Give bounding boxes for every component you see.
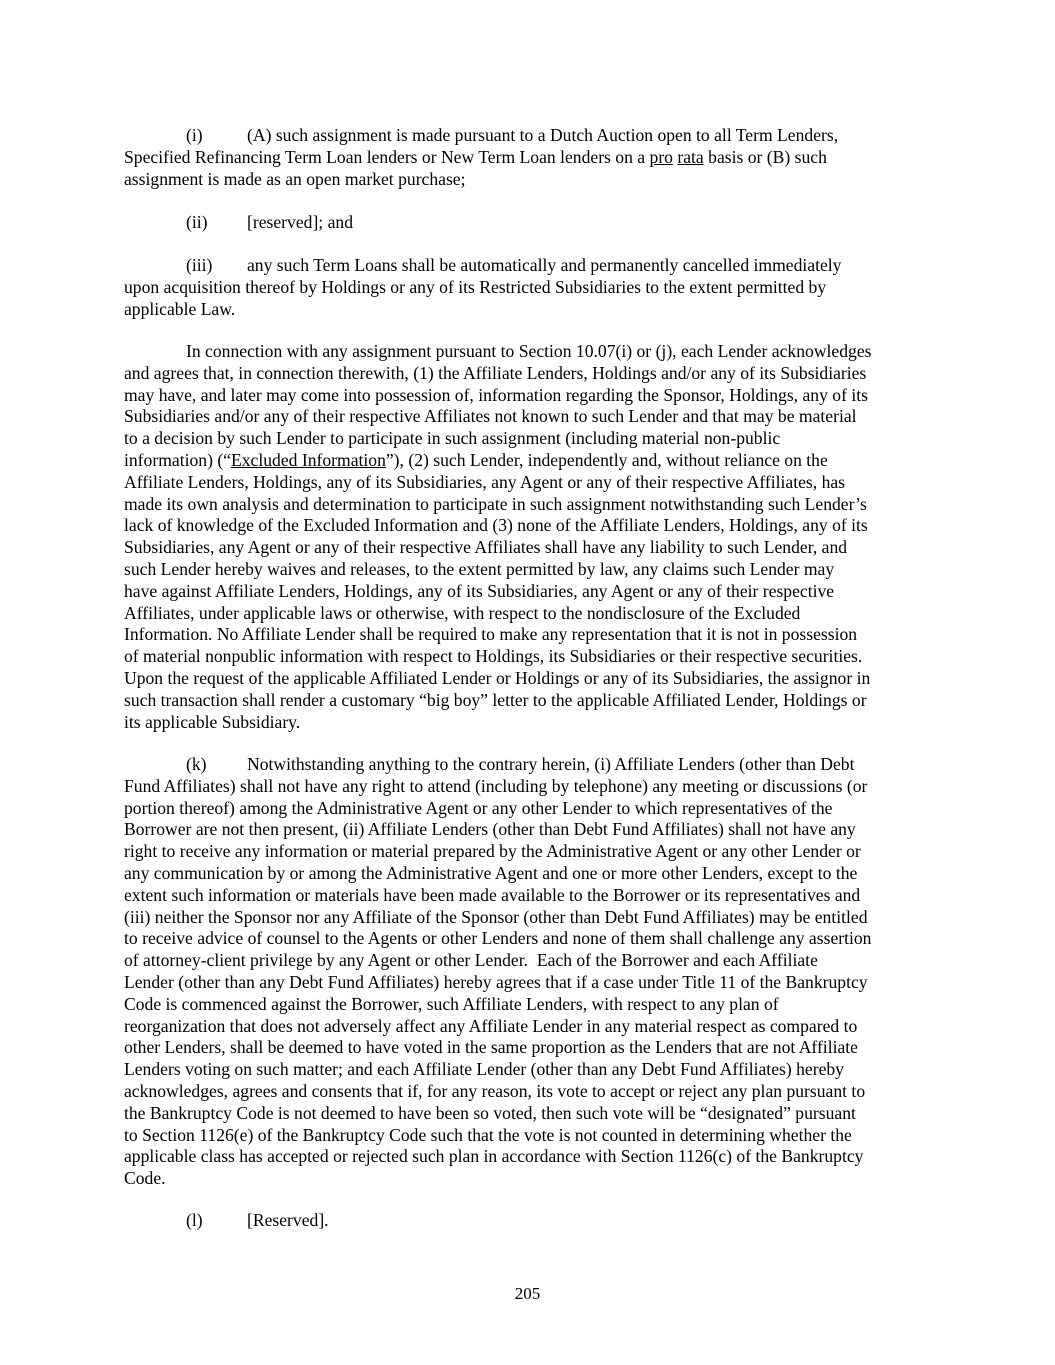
- clause-iii-number: (iii): [186, 255, 213, 275]
- connection-line-8: made its own analysis and determination to participate in such assignment notwithstanding such Lender’s: [124, 493, 867, 514]
- clause-k-line-6: any communication by or among the Administrative Agent and one or more other Lenders, except to the: [124, 862, 858, 883]
- connection-line-18: its applicable Subsidiary.: [124, 711, 301, 732]
- clause-k-line-15: Lenders voting on such matter; and each Affiliate Lender (other than any Debt Fund Affiliates) hereby: [124, 1059, 844, 1080]
- connection-text-6a: information) (“: [124, 449, 231, 470]
- clause-k-line-17: the Bankruptcy Code is not deemed to have been so voted, then such vote will be “designated” pursuant: [124, 1102, 856, 1123]
- clause-l: [124, 1210, 936, 1232]
- clause-i-line-2: [124, 147, 936, 169]
- connection-line-12: have against Affiliate Lenders, Holdings, any of its Subsidiaries, any Agent or any of their respective: [124, 580, 835, 601]
- clause-l-number: (l): [186, 1210, 203, 1230]
- clause-ii-number: (ii): [186, 212, 208, 232]
- connection-line-13: Affiliates, under applicable laws or otherwise, with respect to the nondisclosure of the Excluded: [124, 602, 801, 623]
- connection-line-4: Subsidiaries and/or any of their respective Affiliates not known to such Lender and that may be material: [124, 406, 857, 427]
- clause-k-text-1: Notwithstanding anything to the contrary herein, (i) Affiliate Lenders (other than Debt: [247, 754, 855, 774]
- connection-line-1: [124, 341, 936, 363]
- connection-text-6b: ”), (2) such Lender, independently and, without reliance on the: [385, 449, 828, 470]
- clause-iii-line-2: upon acquisition thereof by Holdings or any of its Restricted Subsidiaries to the extent permitted by: [124, 276, 827, 297]
- clause-k-line-5: right to receive any information or material prepared by the Administrative Agent or any other Lender or: [124, 841, 861, 862]
- clause-ii-line: [124, 212, 936, 234]
- clause-iii: [124, 255, 936, 320]
- clause-iii-line-1: [124, 255, 936, 277]
- clause-k-line-4: Borrower are not then present, (ii) Affiliate Lenders (other than Debt Fund Affiliates) shall not have any: [124, 819, 856, 840]
- clause-k-line-19: applicable class has accepted or rejected such plan in accordance with Section 1126(c) of the Bankruptcy: [124, 1146, 864, 1167]
- connection-line-15: of material nonpublic information with respect to Holdings, its Subsidiaries or their respective securities.: [124, 646, 863, 667]
- clause-k-line-9: to receive advice of counsel to the Agents or other Lenders and none of them shall challenge any assertion: [124, 928, 872, 949]
- clause-iii-text-1: any such Term Loans shall be automatically and permanently cancelled immediately: [247, 255, 842, 275]
- clause-i-number: (i): [186, 125, 203, 145]
- clause-k-line-20: Code.: [124, 1168, 166, 1189]
- clause-k-line-1: [124, 754, 936, 776]
- clause-i-text-2c: basis or (B) such: [703, 146, 827, 167]
- clause-l-text: [Reserved].: [247, 1210, 329, 1230]
- connection-line-5: to a decision by such Lender to participate in such assignment (including material non-public: [124, 428, 781, 449]
- connection-line-10: Subsidiaries, any Agent or any of their respective Affiliates shall have any liability to such Lender, and: [124, 537, 848, 558]
- clause-k-line-14: other Lenders, shall be deemed to have voted in the same proportion as the Lenders that are not Affiliate: [124, 1037, 858, 1058]
- page-number: 205: [514, 1284, 541, 1303]
- clause-k-line-2: Fund Affiliates) shall not have any right to attend (including by telephone) any meeting or discussions (or: [124, 775, 868, 796]
- clause-i-text-1: (A) such assignment is made pursuant to a Dutch Auction open to all Term Lenders,: [247, 125, 839, 145]
- clause-i-text-2a: Specified Refinancing Term Loan lenders or New Term Loan lenders on a: [124, 146, 650, 167]
- clause-k-line-16: acknowledges, agrees and consents that if, for any reason, its vote to accept or reject any plan pursuant to: [124, 1080, 866, 1101]
- connection-line-17: such transaction shall render a customary “big boy” letter to the applicable Affiliated Lender, Holdings or: [124, 689, 867, 710]
- clause-k-line-10: of attorney-client privilege by any Agent or other Lender. Each of the Borrower and each Affiliate: [124, 950, 818, 971]
- clause-i-line-3: assignment is made as an open market purchase;: [124, 168, 466, 189]
- clause-k-number: (k): [186, 754, 207, 774]
- rata-term: rata: [677, 146, 704, 167]
- clause-iii-line-3: applicable Law.: [124, 298, 236, 319]
- clause-k: [124, 754, 936, 1190]
- connection-line-11: such Lender hereby waives and releases, to the extent permitted by law, any claims such Lender may: [124, 558, 835, 579]
- connection-line-3: may have, and later may come into possession of, information regarding the Sponsor, Holdings, any of its: [124, 384, 868, 405]
- clause-k-line-18: to Section 1126(e) of the Bankruptcy Code such that the vote is not counted in determining whether the: [124, 1124, 852, 1145]
- clause-k-line-3: portion thereof) among the Administrative Agent or any other Lender to which representatives of the: [124, 797, 833, 818]
- clause-k-line-11: Lender (other than any Debt Fund Affiliates) hereby agrees that if a case under Title 11 of the Bankruptcy: [124, 971, 868, 992]
- clause-ii: [124, 212, 936, 234]
- excluded-information-term: Excluded Information: [231, 449, 386, 470]
- connection-text-1: In connection with any assignment pursuant to Section 10.07(i) or (j), each Lender acknowledges: [186, 341, 872, 361]
- clause-k-line-7: extent such information or materials have been made available to the Borrower or its representatives and: [124, 884, 861, 905]
- clause-l-line: [124, 1210, 936, 1232]
- pro-term: pro: [649, 146, 673, 167]
- connection-line-16: Upon the request of the applicable Affiliated Lender or Holdings or any of its Subsidiaries, the assignor in: [124, 667, 871, 688]
- clause-i-line-1: [124, 125, 936, 147]
- connection-line-7: Affiliate Lenders, Holdings, any of its Subsidiaries, any Agent or any of their respective Affiliates, has: [124, 471, 846, 492]
- clause-ii-text: [reserved]; and: [247, 212, 353, 232]
- clause-k-line-8: (iii) neither the Sponsor nor any Affiliate of the Sponsor (other than Debt Fund Affiliates) may be entitled: [124, 906, 868, 927]
- connection-paragraph: [124, 341, 936, 733]
- connection-line-6: [124, 450, 936, 472]
- clause-i: [124, 125, 936, 190]
- connection-line-9: lack of knowledge of the Excluded Information and (3) none of the Affiliate Lenders, Holdings, any of its: [124, 515, 868, 536]
- clause-k-line-13: reorganization that does not adversely affect any Affiliate Lender in any material respect as compared to: [124, 1015, 858, 1036]
- connection-line-2: and agrees that, in connection therewith, (1) the Affiliate Lenders, Holdings and/or any of its Subsidiaries: [124, 362, 867, 383]
- clause-k-line-12: Code is commenced against the Borrower, such Affiliate Lenders, with respect to any plan of: [124, 993, 779, 1014]
- connection-line-14: Information. No Affiliate Lender shall be required to make any representation that it is not in possession: [124, 624, 858, 645]
